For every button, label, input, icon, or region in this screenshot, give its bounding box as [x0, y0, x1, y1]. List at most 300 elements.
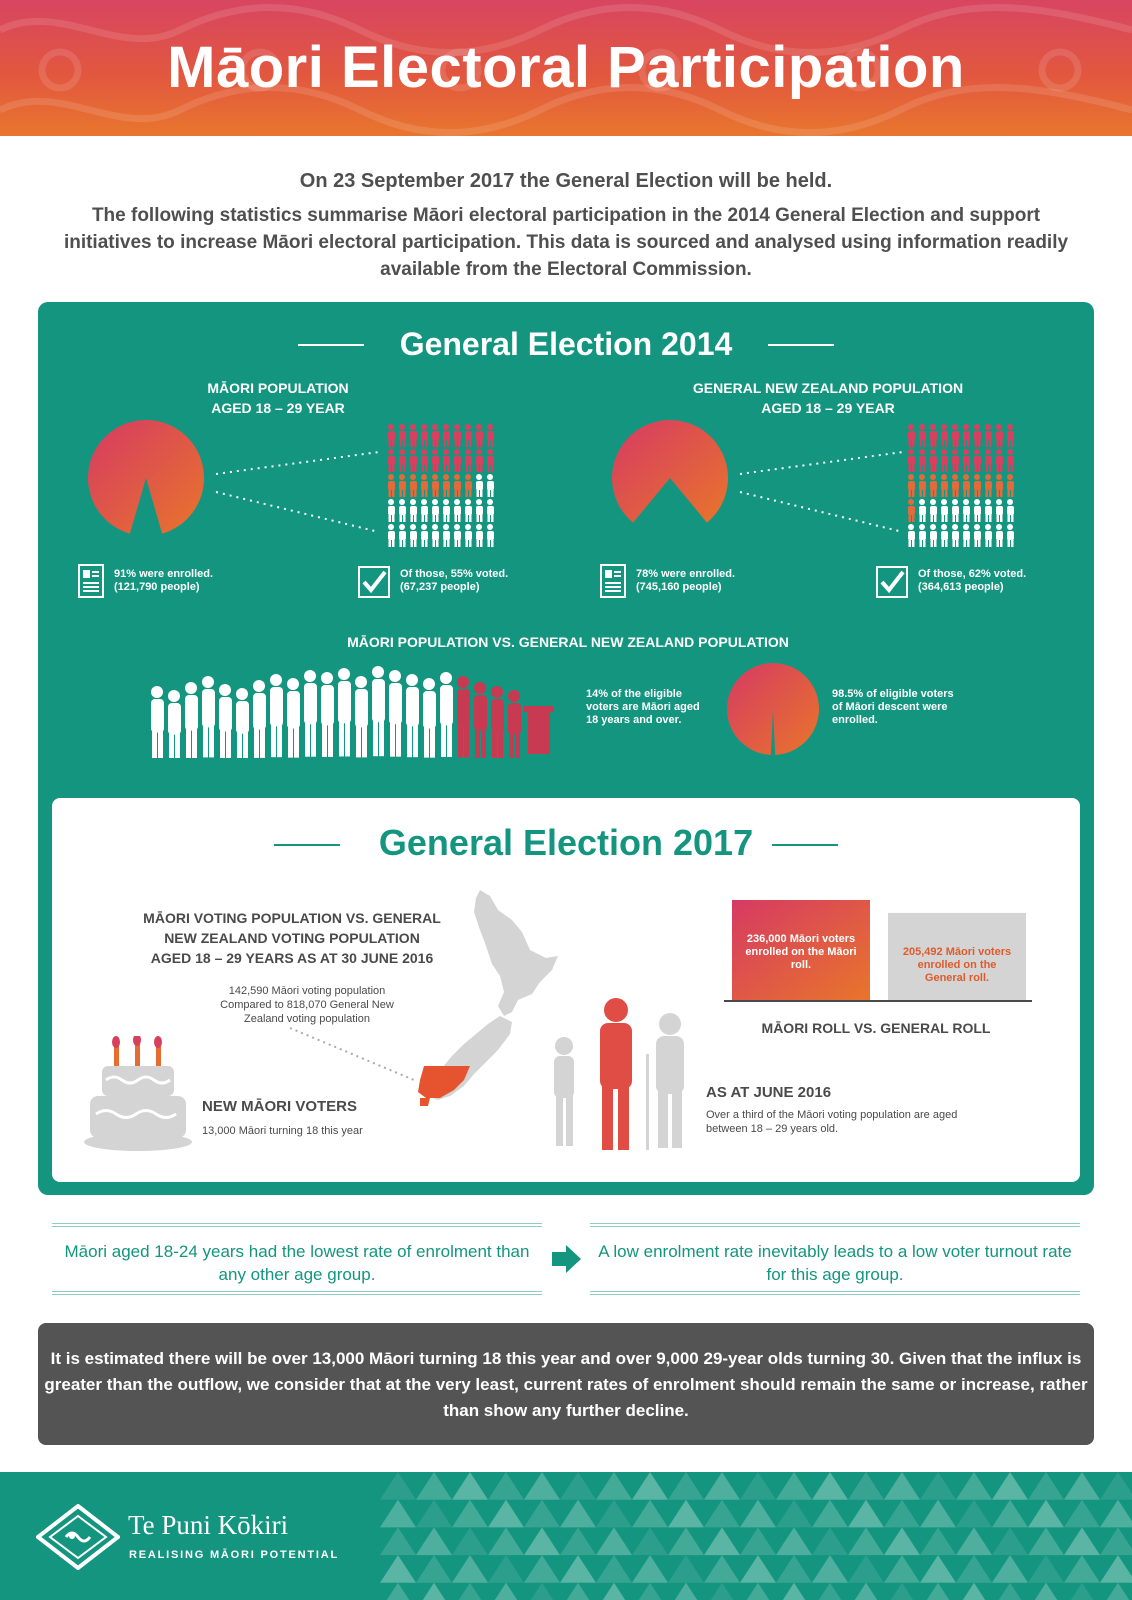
maori-pop-title-line1: MĀORI POPULATION — [207, 380, 349, 396]
triangle — [704, 1555, 740, 1583]
maori-enrolled-line2: (121,790 people) — [114, 581, 200, 593]
triangle — [704, 1583, 740, 1600]
triangle — [668, 1527, 704, 1555]
triangle — [992, 1527, 1028, 1555]
triangle — [704, 1472, 740, 1500]
person-icon — [465, 499, 472, 522]
june2016-text-line1: Over a third of the Māori voting population are aged — [706, 1109, 958, 1121]
triangle — [560, 1527, 596, 1555]
person-icon — [421, 449, 428, 472]
triangle — [596, 1527, 632, 1555]
person-icon — [908, 499, 915, 522]
person-icon — [443, 499, 450, 522]
maori-enrolled-line1: 91% were enrolled. — [114, 568, 214, 580]
person-silhouette — [406, 674, 419, 757]
person-icon — [487, 499, 494, 522]
person-icon — [974, 474, 981, 497]
org-name: Te Puni Kōkiri — [128, 1510, 289, 1540]
triangle — [452, 1555, 488, 1583]
person-icon — [432, 449, 439, 472]
maori-enrolled-text — [114, 568, 213, 594]
maori-descent-enrolled-pie — [726, 662, 820, 756]
intro-summary: The following statistics summarise Māori electoral participation in the 2014 General Election and support initiatives to increase Māori electoral participation. This data is sourced and analysed using information readily available from the Electoral Commission. — [63, 205, 1069, 280]
maori-pie-slice — [88, 420, 204, 534]
person-silhouette — [389, 670, 402, 757]
maori-voted-text — [400, 568, 508, 594]
family-silhouettes-icon — [544, 994, 694, 1156]
person-silhouette — [253, 680, 266, 758]
triangle — [488, 1500, 524, 1528]
triangle — [1100, 1500, 1132, 1528]
person-icon — [432, 524, 439, 547]
triangle — [704, 1500, 740, 1528]
person-icon — [974, 499, 981, 522]
maori-pop-title — [158, 378, 398, 418]
person-icon — [454, 499, 461, 522]
triangle — [560, 1583, 596, 1600]
person-icon — [432, 424, 439, 447]
bar-data-label: enrolled on the — [917, 958, 997, 971]
ge2014-panel — [38, 302, 1094, 1195]
person-icon — [985, 424, 992, 447]
triangle — [416, 1555, 452, 1583]
person-icon — [930, 524, 937, 547]
roll-title: MĀORI ROLL VS. GENERAL ROLL — [761, 1020, 991, 1036]
person-icon — [443, 424, 450, 447]
person-icon — [919, 449, 926, 472]
person-icon — [952, 449, 959, 472]
eligible-line2: voters are Māori aged — [586, 701, 700, 713]
person-icon — [476, 499, 483, 522]
triangle — [668, 1472, 704, 1500]
person-silhouette — [457, 676, 470, 757]
person-silhouette — [219, 684, 232, 758]
triangle — [812, 1527, 848, 1555]
triangle — [1100, 1555, 1132, 1583]
person-icon — [996, 449, 1003, 472]
person-icon — [919, 424, 926, 447]
person-icon — [908, 449, 915, 472]
person-icon — [908, 424, 915, 447]
triangle — [884, 1472, 920, 1500]
triangle — [992, 1500, 1028, 1528]
person-icon — [996, 499, 1003, 522]
ballot-box-icon — [524, 706, 554, 754]
bar-data-label: roll. — [790, 959, 812, 971]
birthday-cake-icon — [84, 1036, 192, 1152]
person-icon — [465, 524, 472, 547]
person-icon — [930, 424, 937, 447]
triangle — [1064, 1555, 1100, 1583]
triangle — [920, 1500, 956, 1528]
general-dotted-lines — [738, 432, 908, 542]
triangle — [452, 1500, 488, 1528]
arrow-right-icon — [550, 1244, 584, 1274]
person-icon — [388, 474, 395, 497]
maori-voted-people-grid — [384, 422, 504, 550]
triangle — [1028, 1583, 1064, 1600]
person-icon — [1007, 474, 1014, 497]
person-silhouette — [304, 670, 317, 757]
triangle — [776, 1555, 812, 1583]
person-icon — [487, 524, 494, 547]
person-icon — [996, 524, 1003, 547]
triangle — [740, 1500, 776, 1528]
voting-pop-title-line1: MĀORI VOTING POPULATION VS. GENERAL — [143, 910, 441, 926]
person-icon — [454, 449, 461, 472]
triangle — [956, 1527, 992, 1555]
roll-bar-chart — [724, 888, 1034, 1014]
person-icon — [963, 424, 970, 447]
triangle — [596, 1500, 632, 1528]
person-icon — [974, 424, 981, 447]
te-puni-kokiri-logo-icon — [36, 1504, 120, 1570]
person-icon — [930, 474, 937, 497]
person-silhouette — [151, 686, 164, 758]
triangle — [704, 1527, 740, 1555]
person-icon — [388, 499, 395, 522]
person-icon — [410, 499, 417, 522]
intro-date: On 23 September 2017 the General Election will be held. — [299, 170, 833, 192]
june2016-text — [706, 1108, 1016, 1136]
voting-pop-title-line2: NEW ZEALAND VOTING POPULATION — [164, 930, 420, 946]
triangle — [812, 1555, 848, 1583]
maori-descent-enrolled-text — [832, 688, 954, 727]
triangle — [380, 1583, 416, 1600]
person-icon — [941, 424, 948, 447]
june2016-title: AS AT JUNE 2016 — [706, 1084, 832, 1101]
page-title: Māori Electoral Participation — [167, 35, 965, 100]
person-icon — [410, 474, 417, 497]
person-silhouette — [168, 690, 181, 758]
triangle — [740, 1527, 776, 1555]
person-silhouette — [202, 676, 215, 757]
triangle — [1028, 1500, 1064, 1528]
person-icon — [410, 524, 417, 547]
voter-queue-silhouettes — [148, 662, 568, 758]
bar-data-label: 236,000 Māori voters — [746, 933, 856, 945]
triangle — [380, 1527, 416, 1555]
person-icon — [941, 524, 948, 547]
person-silhouette — [423, 678, 436, 758]
person-icon — [476, 474, 483, 497]
triangle — [632, 1472, 668, 1500]
triangle — [560, 1472, 596, 1500]
checkbox-tick-icon — [358, 566, 390, 598]
voting-pop-text-line2: Compared to 818,070 General New — [220, 999, 394, 1011]
triangle — [1100, 1583, 1132, 1600]
general-pop-title — [658, 378, 998, 418]
general-enrolled-text — [636, 568, 735, 594]
person-icon — [1007, 499, 1014, 522]
triangle — [488, 1583, 524, 1600]
triangle — [596, 1472, 632, 1500]
person-icon — [930, 499, 937, 522]
voting-pop-text — [202, 984, 412, 1026]
voting-pop-text-line1: 142,590 Māori voting population — [228, 985, 386, 997]
voting-pop-title-line3: AGED 18 – 29 YEARS AS AT 30 JUNE 2016 — [150, 950, 434, 966]
ge2017-title: General Election 2017 — [378, 822, 754, 863]
general-enrolled-line2: (745,160 people) — [636, 581, 722, 593]
triangle — [956, 1472, 992, 1500]
triangle — [488, 1472, 524, 1500]
checkbox-tick-icon — [876, 566, 908, 598]
triangle — [668, 1500, 704, 1528]
triangle — [1028, 1472, 1064, 1500]
person-silhouette — [474, 682, 487, 758]
person-icon — [985, 474, 992, 497]
triangle — [1064, 1583, 1100, 1600]
person-silhouette — [440, 672, 453, 757]
person-icon — [1007, 449, 1014, 472]
person-icon — [908, 524, 915, 547]
triangle — [416, 1500, 452, 1528]
person-icon — [410, 424, 417, 447]
person-icon — [919, 499, 926, 522]
general-voted-line1: Of those, 62% voted. — [918, 568, 1027, 580]
person-icon — [996, 424, 1003, 447]
person-icon — [941, 499, 948, 522]
triangle — [956, 1555, 992, 1583]
triangle — [488, 1555, 524, 1583]
person-silhouette — [321, 672, 334, 757]
person-icon — [443, 449, 450, 472]
triangle — [1064, 1500, 1100, 1528]
person-icon — [399, 524, 406, 547]
person-silhouette — [491, 686, 504, 758]
person-icon — [963, 449, 970, 472]
general-enrolled-line1: 78% were enrolled. — [636, 568, 736, 580]
triangle — [920, 1555, 956, 1583]
triangle — [668, 1583, 704, 1600]
triangle — [848, 1527, 884, 1555]
eligible-text — [586, 688, 700, 727]
triangle — [380, 1555, 416, 1583]
person-icon — [410, 449, 417, 472]
person-icon — [443, 474, 450, 497]
maori-descent-line3: enrolled. — [832, 714, 878, 726]
person-icon — [985, 449, 992, 472]
triangle — [1100, 1472, 1132, 1500]
triangle — [1028, 1555, 1064, 1583]
person-silhouette — [355, 676, 368, 757]
triangle — [1064, 1472, 1100, 1500]
triangle — [884, 1500, 920, 1528]
triangle — [596, 1583, 632, 1600]
person-icon — [974, 449, 981, 472]
person-icon — [952, 499, 959, 522]
summary-box: It is estimated there will be over 13,000 Māori turning 18 this year and over 9,000 29-year olds turning 30. Given that the influx is greater than the outflow, we consider that at the very least, current rates of enrolment should remain the same or increase, rather than show any further decline. — [38, 1323, 1094, 1445]
person-silhouette — [270, 674, 283, 757]
person-icon — [908, 474, 915, 497]
person-icon — [487, 474, 494, 497]
triangle — [812, 1583, 848, 1600]
bar-data-label: 205,492 Māori voters — [902, 945, 1012, 958]
person-icon — [1007, 424, 1014, 447]
person-icon — [476, 424, 483, 447]
person-icon — [421, 474, 428, 497]
triangle — [848, 1500, 884, 1528]
maori-enrolled-pie — [86, 418, 206, 538]
general-voted-text — [918, 568, 1026, 594]
person-icon — [399, 449, 406, 472]
general-voted-line2: (364,613 people) — [918, 581, 1004, 593]
person-icon — [399, 499, 406, 522]
triangle — [884, 1527, 920, 1555]
triangle — [956, 1583, 992, 1600]
person-icon — [952, 424, 959, 447]
triangle — [848, 1555, 884, 1583]
person-icon — [476, 524, 483, 547]
general-pop-title-line2: AGED 18 – 29 YEAR — [761, 400, 895, 416]
title-rule-right — [768, 344, 834, 346]
person-icon — [963, 524, 970, 547]
triangle — [524, 1500, 560, 1528]
triangle — [524, 1583, 560, 1600]
new-voters-title: NEW MĀORI VOTERS — [202, 1098, 358, 1115]
triangle — [524, 1555, 560, 1583]
triangle — [380, 1500, 416, 1528]
maori-dotted-lines — [214, 432, 384, 542]
maori-descent-pie-slice — [727, 663, 819, 755]
note-lowest-enrolment: Māori aged 18-24 years had the lowest rate of enrolment than any other age group. — [52, 1223, 542, 1295]
person-icon — [963, 499, 970, 522]
triangle — [776, 1583, 812, 1600]
triangle — [524, 1527, 560, 1555]
maori-descent-line2: of Māori descent were — [832, 701, 948, 713]
person-icon — [952, 524, 959, 547]
triangle — [668, 1555, 704, 1583]
person-icon — [432, 474, 439, 497]
triangle — [488, 1527, 524, 1555]
person-icon — [421, 499, 428, 522]
maori-voted-line2: (67,237 people) — [400, 581, 480, 593]
person-icon — [465, 449, 472, 472]
triangle — [776, 1527, 812, 1555]
person-icon — [941, 449, 948, 472]
person-silhouette — [287, 678, 300, 758]
triangle — [416, 1527, 452, 1555]
triangle — [920, 1527, 956, 1555]
triangle — [524, 1472, 560, 1500]
triangle — [452, 1583, 488, 1600]
person-icon — [930, 449, 937, 472]
person-icon — [454, 474, 461, 497]
person-silhouette — [185, 682, 198, 758]
triangle — [740, 1583, 776, 1600]
person-icon — [388, 424, 395, 447]
person-icon — [487, 449, 494, 472]
ge2017-box — [52, 798, 1080, 1182]
general-enrolled-pie — [610, 418, 730, 538]
general-pop-title-line1: GENERAL NEW ZEALAND POPULATION — [692, 380, 964, 396]
ge2014-title: General Election 2014 — [399, 326, 733, 362]
person-silhouette — [236, 688, 249, 758]
triangle — [452, 1527, 488, 1555]
general-pie-slice — [612, 420, 728, 523]
person-silhouette — [508, 690, 521, 758]
title-rule-right — [772, 844, 838, 846]
person-icon — [963, 474, 970, 497]
person-icon — [1007, 524, 1014, 547]
person-icon — [919, 524, 926, 547]
eligible-line3: 18 years and over. — [586, 714, 682, 726]
triangle — [920, 1472, 956, 1500]
header-banner — [0, 0, 1132, 136]
triangle — [560, 1555, 596, 1583]
person-silhouette — [372, 666, 385, 756]
person-icon — [919, 474, 926, 497]
triangle — [632, 1583, 668, 1600]
person-icon — [476, 449, 483, 472]
triangle — [776, 1500, 812, 1528]
triangle — [956, 1500, 992, 1528]
person-icon — [399, 424, 406, 447]
maori-descent-line1: 98.5% of eligible voters — [832, 688, 954, 700]
eligible-line1: 14% of the eligible — [586, 688, 682, 700]
person-icon — [985, 499, 992, 522]
triangle — [992, 1472, 1028, 1500]
person-icon — [487, 424, 494, 447]
triangle — [632, 1500, 668, 1528]
enrolment-form-icon — [600, 564, 626, 598]
triangle — [884, 1555, 920, 1583]
triangle — [848, 1472, 884, 1500]
triangle — [452, 1472, 488, 1500]
triangle — [416, 1583, 452, 1600]
person-icon — [454, 424, 461, 447]
triangle — [1064, 1527, 1100, 1555]
triangle — [812, 1500, 848, 1528]
org-tagline: REALISING MĀORI POTENTIAL — [129, 1549, 339, 1561]
triangle — [416, 1472, 452, 1500]
triangle — [992, 1583, 1028, 1600]
person-icon — [465, 424, 472, 447]
triangle — [812, 1472, 848, 1500]
person-icon — [399, 474, 406, 497]
person-silhouette — [338, 668, 351, 756]
voting-pop-text-line3: Zealand voting population — [244, 1013, 370, 1025]
triangle — [1100, 1527, 1132, 1555]
person-icon — [454, 524, 461, 547]
triangle — [560, 1500, 596, 1528]
person-icon — [952, 474, 959, 497]
person-icon — [388, 524, 395, 547]
person-icon — [974, 524, 981, 547]
triangle — [596, 1555, 632, 1583]
triangle — [884, 1583, 920, 1600]
triangle — [740, 1472, 776, 1500]
person-icon — [421, 524, 428, 547]
note-low-turnout: A low enrolment rate inevitably leads to a low voter turnout rate for this age group. — [590, 1223, 1080, 1295]
person-icon — [388, 449, 395, 472]
triangle — [632, 1527, 668, 1555]
new-voters-text: 13,000 Māori turning 18 this year — [202, 1125, 363, 1137]
triangle — [920, 1583, 956, 1600]
person-icon — [985, 524, 992, 547]
triangle — [740, 1555, 776, 1583]
maori-voted-line1: Of those, 55% voted. — [400, 568, 509, 580]
comparison-title: MĀORI POPULATION VS. GENERAL NEW ZEALAND POPULATION — [347, 634, 789, 650]
person-icon — [465, 474, 472, 497]
general-voted-people-grid — [904, 422, 1024, 550]
triangle — [1028, 1527, 1064, 1555]
triangle — [848, 1583, 884, 1600]
triangle — [992, 1555, 1028, 1583]
maori-pop-title-line2: AGED 18 – 29 YEAR — [211, 400, 345, 416]
triangle — [776, 1472, 812, 1500]
triangle — [632, 1555, 668, 1583]
